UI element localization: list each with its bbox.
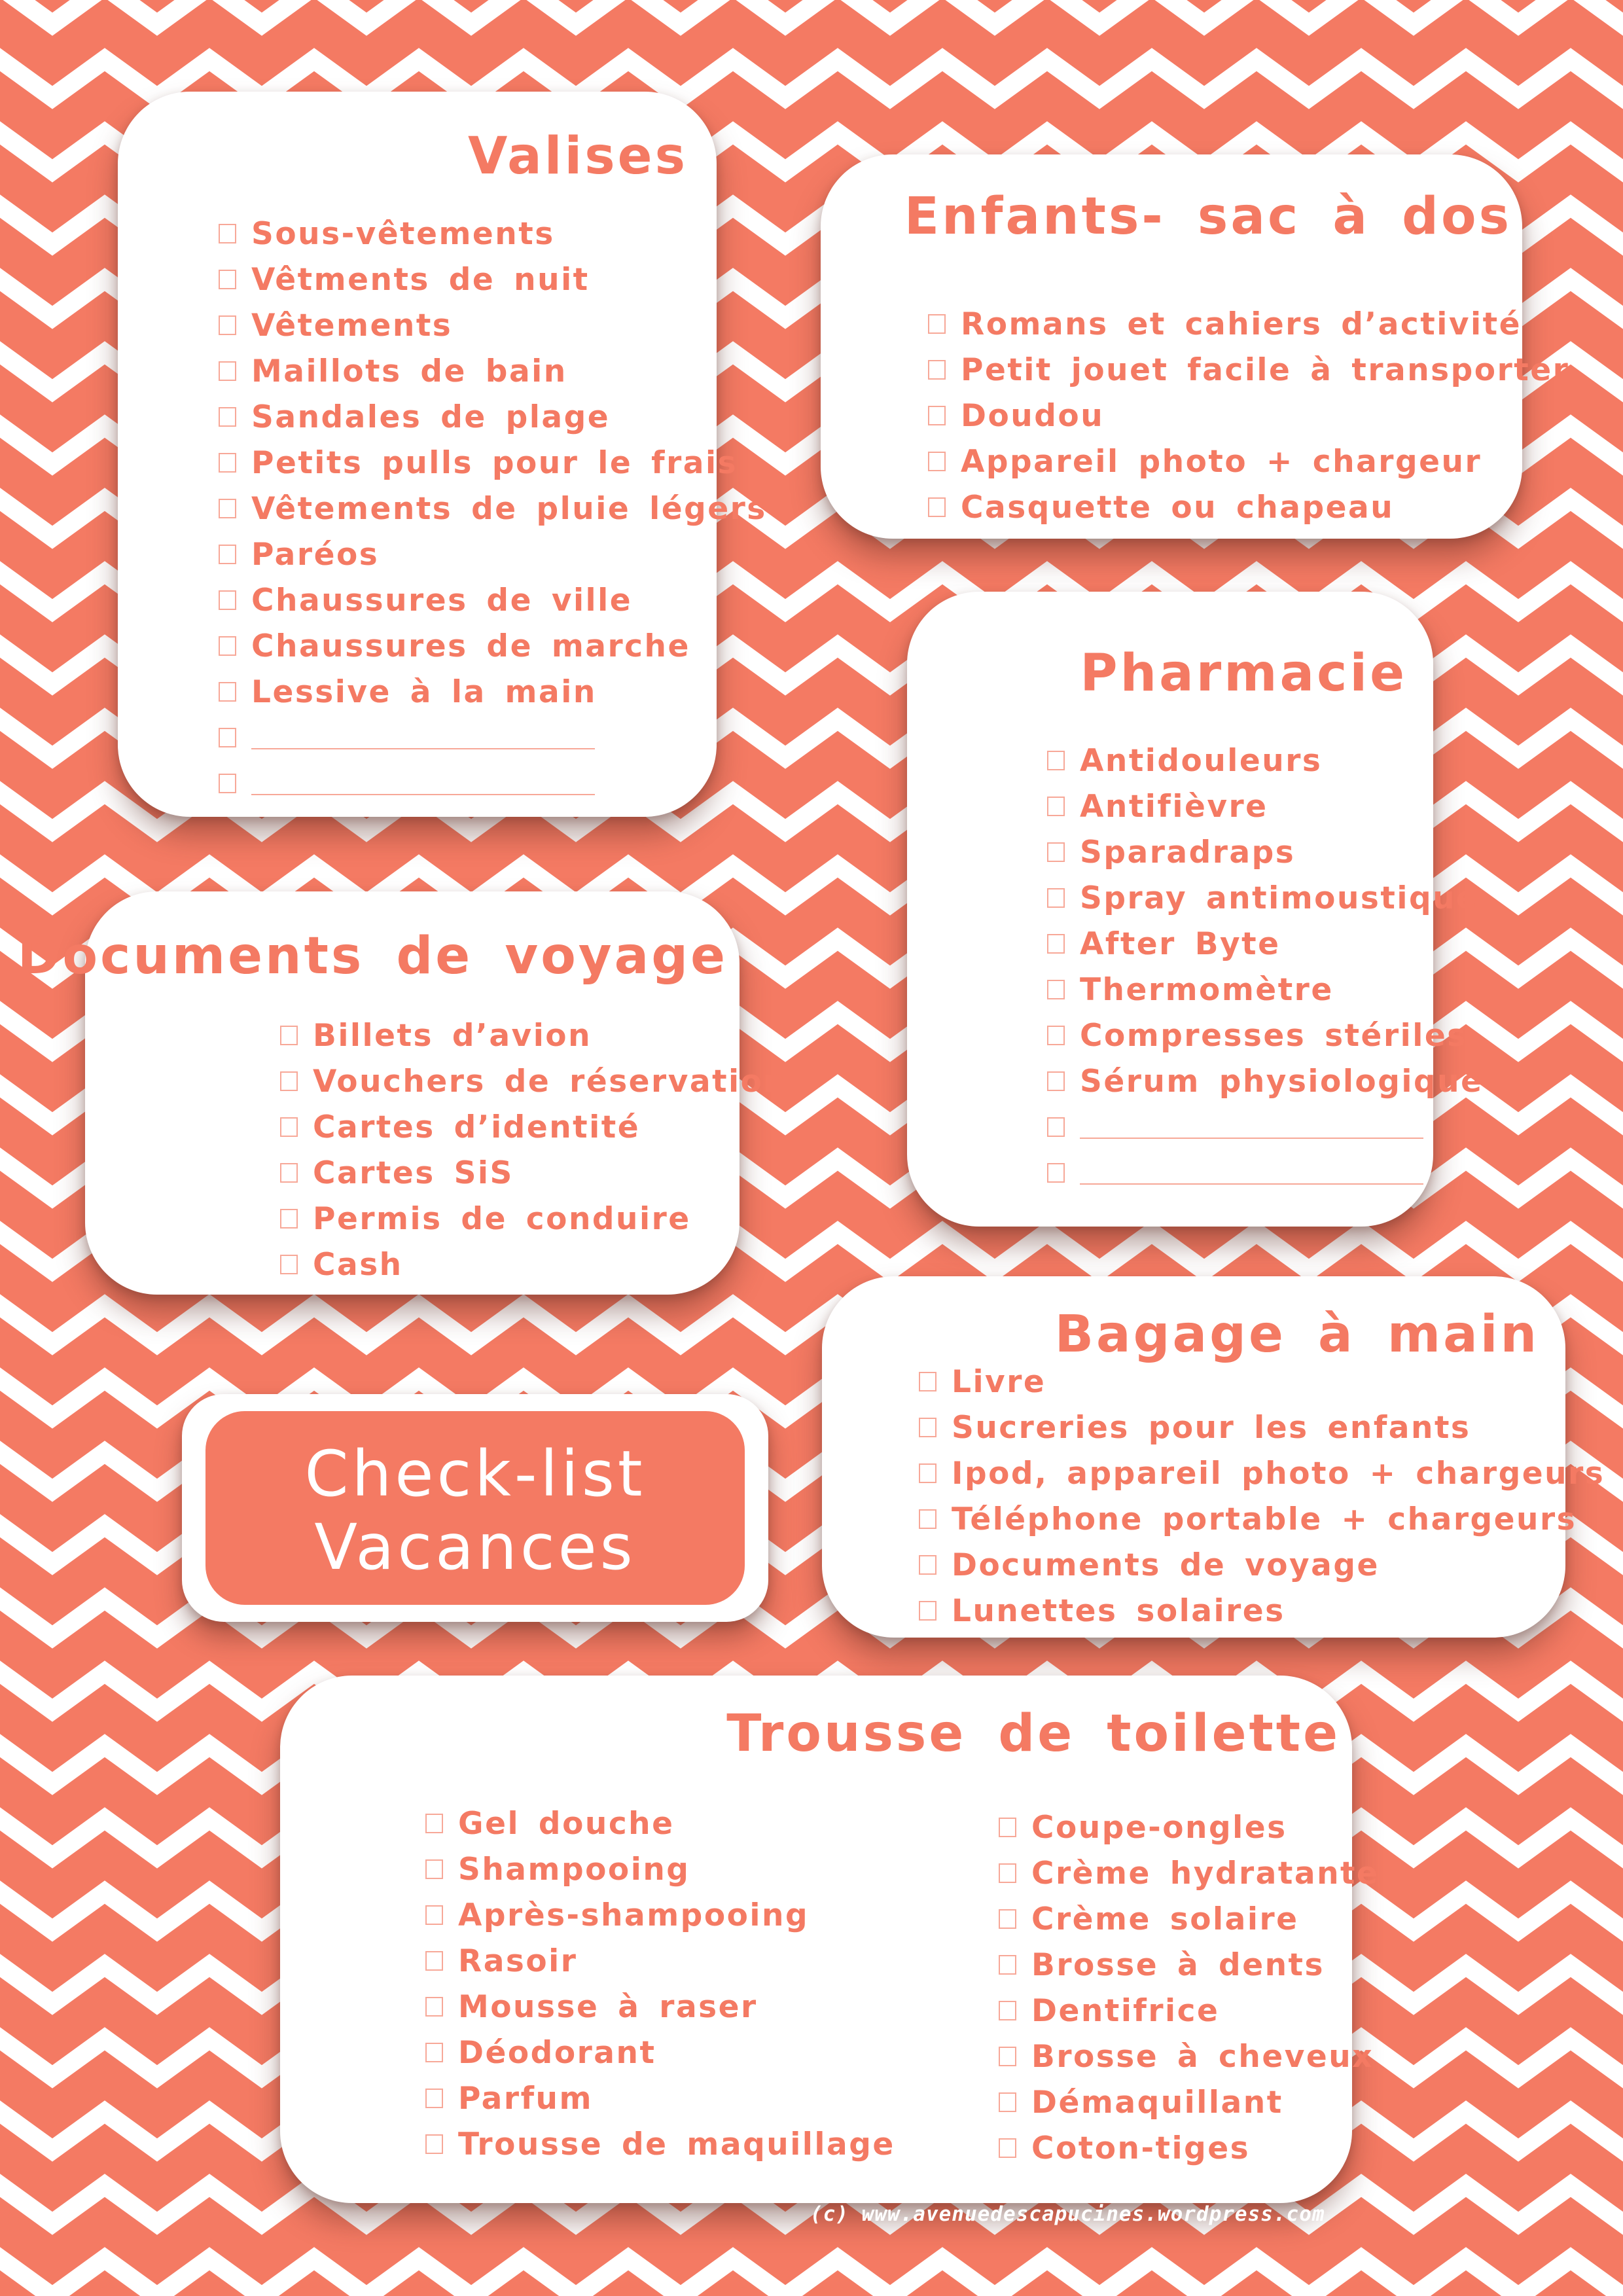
checklist-item[interactable] [919, 1405, 1605, 1450]
checklist-item[interactable] [280, 1242, 787, 1287]
checklist-item[interactable] [280, 1058, 787, 1104]
checklist-item[interactable] [999, 1804, 1379, 1850]
toilette-right-list [999, 1804, 1379, 2171]
checkbox[interactable] [219, 315, 236, 335]
toilette-title: Trousse de toilette [726, 1704, 1340, 1763]
checklist-item[interactable] [425, 1801, 895, 1846]
enfants-title: Enfants- sac à dos [904, 187, 1512, 246]
checkbox[interactable] [1047, 1071, 1065, 1091]
checkbox[interactable] [1047, 888, 1065, 908]
checklist-item[interactable] [280, 1104, 787, 1150]
checklist-item-label: Ipod, appareil photo + chargeurs [952, 1455, 1605, 1492]
checklist-item-label: Compresses stériles [1080, 1017, 1467, 1054]
checkbox[interactable] [919, 1555, 936, 1575]
documents-card [17, 891, 787, 1295]
checklist-item-label: Permis de conduire [313, 1200, 691, 1237]
checkbox[interactable] [999, 1863, 1016, 1883]
checklist-item-label: Paréos [251, 536, 380, 573]
checklist-item[interactable] [425, 1984, 895, 2030]
checklist-item[interactable] [219, 486, 767, 531]
checkbox[interactable] [919, 1372, 936, 1391]
checklist-item[interactable] [219, 623, 767, 669]
checklist-title-badge [205, 1411, 745, 1605]
checklist-item-label: Brosse à dents [1031, 1946, 1325, 1983]
checklist-item-label: Appareil photo + chargeur [961, 443, 1482, 480]
toilette-left-list [425, 1801, 895, 2167]
pharmacie-title: Pharmacie [1080, 644, 1407, 703]
checklist-item[interactable] [999, 1988, 1379, 2034]
checkbox[interactable] [919, 1463, 936, 1483]
checkbox[interactable] [425, 2043, 443, 2062]
bagage-title: Bagage à main [1054, 1305, 1539, 1364]
checklist-item[interactable] [999, 2034, 1379, 2079]
checkbox[interactable] [1047, 842, 1065, 862]
checklist-item-label: Shampooing [458, 1851, 690, 1888]
checklist-item[interactable] [1047, 967, 1483, 1013]
checklist-item-label: Doudou [961, 397, 1105, 434]
checkbox[interactable] [219, 224, 236, 243]
checklist-item-label: Lessive à la main [251, 673, 597, 710]
checklist-item-label: Trousse de maquillage [458, 2126, 895, 2162]
checkbox[interactable] [219, 407, 236, 427]
enfants-list [928, 301, 1569, 530]
checklist-item[interactable] [1047, 1013, 1483, 1058]
checklist-item-label: Démaquillant [1031, 2084, 1283, 2121]
checklist-item[interactable] [280, 1150, 787, 1196]
checkbox[interactable] [999, 2001, 1016, 2020]
checkbox[interactable] [1047, 1026, 1065, 1045]
checklist-item-label: Spray antimoustique [1080, 880, 1479, 916]
checklist-item[interactable] [1047, 829, 1483, 875]
copyright-text: (c) www.avenuedescapucines.wordpress.com [810, 2202, 1325, 2226]
checklist-item[interactable] [919, 1588, 1605, 1634]
documents-list [280, 1013, 787, 1287]
checklist-item[interactable] [999, 1942, 1379, 1988]
checklist-item[interactable] [219, 394, 767, 440]
checkbox[interactable] [425, 1859, 443, 1879]
checklist-item-label: Casquette ou chapeau [961, 489, 1395, 526]
checklist-item[interactable] [999, 1896, 1379, 1942]
toilette-card [280, 1676, 1380, 2203]
checklist-item-label: Coupe-ongles [1031, 1809, 1287, 1846]
checkbox[interactable] [999, 2138, 1016, 2158]
checklist-item-label: Téléphone portable + chargeurs [952, 1501, 1577, 1537]
blank-checklist-item[interactable] [219, 715, 767, 761]
checkbox[interactable] [1047, 934, 1065, 954]
checkbox[interactable] [280, 1163, 298, 1183]
checklist-item[interactable] [425, 1892, 895, 1938]
checklist-item[interactable] [919, 1496, 1605, 1542]
checklist-item-label: Gel douche [458, 1805, 675, 1842]
checkbox[interactable] [280, 1071, 298, 1091]
checklist-item-label: Documents de voyage [952, 1547, 1380, 1583]
valises-title: Valises [468, 127, 688, 186]
checkbox[interactable] [425, 1905, 443, 1925]
checklist-title-line1: Check-list [304, 1437, 646, 1511]
bagage-list [919, 1359, 1605, 1634]
checklist-item[interactable] [999, 2079, 1379, 2125]
checklist-item-label: Billets d’avion [313, 1017, 592, 1054]
valises-card [118, 92, 767, 817]
checklist-item[interactable] [219, 577, 767, 623]
checklist-title-box [182, 1394, 768, 1622]
checkbox[interactable] [219, 361, 236, 381]
checkbox[interactable] [280, 1255, 298, 1274]
checkbox[interactable] [1047, 1163, 1065, 1183]
checkbox[interactable] [928, 314, 946, 334]
checklist-item[interactable] [425, 2075, 895, 2121]
checklist-item[interactable] [928, 301, 1569, 347]
write-in-line[interactable] [1080, 1138, 1423, 1139]
checklist-item[interactable] [919, 1542, 1605, 1588]
checklist-item[interactable] [219, 257, 767, 302]
checkbox[interactable] [219, 499, 236, 518]
checklist-item-label: Sucreries pour les enfants [952, 1409, 1471, 1446]
checklist-item-label: Lunettes solaires [952, 1592, 1285, 1629]
checkbox[interactable] [280, 1026, 298, 1045]
checklist-item-label: Vêtments de nuit [251, 261, 590, 298]
checkbox[interactable] [999, 2092, 1016, 2112]
checklist-item-label: Rasoir [458, 1943, 578, 1979]
checklist-item[interactable] [919, 1450, 1605, 1496]
checkbox[interactable] [919, 1601, 936, 1621]
checklist-item-label: Déodorant [458, 2034, 656, 2071]
checklist-item[interactable] [1047, 738, 1483, 783]
blank-checklist-item[interactable] [1047, 1150, 1483, 1196]
checklist-item-label: Cartes SiS [313, 1155, 514, 1191]
checklist-item-label: Romans et cahiers d’activité [961, 306, 1522, 342]
checkbox[interactable] [1047, 980, 1065, 999]
checklist-item-label: Sérum physiologique [1080, 1063, 1484, 1100]
checklist-item[interactable] [219, 348, 767, 394]
checklist-item[interactable] [928, 484, 1569, 530]
checklist-item-label: Brosse à cheveux [1031, 2038, 1374, 2075]
bagage-card [822, 1276, 1605, 1638]
checkbox[interactable] [219, 682, 236, 702]
checkbox[interactable] [219, 590, 236, 610]
checklist-item-label: Antifièvre [1080, 788, 1268, 825]
checklist-item[interactable] [1047, 921, 1483, 967]
checklist-item-label: Cash [313, 1246, 403, 1283]
checkbox[interactable] [280, 1117, 298, 1137]
checklist-item-label: Parfum [458, 2080, 593, 2117]
checkbox[interactable] [999, 2047, 1016, 2066]
checkbox[interactable] [425, 1814, 443, 1833]
checklist-item-label: After Byte [1080, 925, 1281, 962]
checkbox[interactable] [999, 1818, 1016, 1837]
blank-checklist-item[interactable] [1047, 1104, 1483, 1150]
checkbox[interactable] [1047, 1117, 1065, 1137]
checklist-item-label: Livre [952, 1363, 1046, 1400]
checkbox[interactable] [219, 728, 236, 747]
checkbox[interactable] [999, 1955, 1016, 1975]
blank-checklist-item[interactable] [219, 761, 767, 806]
checkbox[interactable] [928, 360, 946, 380]
checkbox[interactable] [1047, 751, 1065, 770]
checkbox[interactable] [928, 452, 946, 471]
checkbox[interactable] [919, 1418, 936, 1437]
checklist-item[interactable] [928, 347, 1569, 393]
checklist-item[interactable] [219, 211, 767, 257]
checklist-item[interactable] [425, 2121, 895, 2167]
checklist-item-label: Chaussures de marche [251, 628, 690, 664]
checkbox[interactable] [999, 1909, 1016, 1929]
checklist-item[interactable] [928, 393, 1569, 439]
checkbox[interactable] [219, 453, 236, 473]
checklist-item[interactable] [425, 2030, 895, 2075]
checkbox[interactable] [425, 1997, 443, 2017]
checklist-item-label: Dentifrice [1031, 1992, 1220, 2029]
pharmacie-list [1047, 738, 1483, 1196]
checklist-item[interactable] [1047, 1058, 1483, 1104]
enfants-card [821, 154, 1570, 539]
checkbox[interactable] [425, 1951, 443, 1971]
checklist-item[interactable] [999, 2125, 1379, 2171]
checklist-item-label: Sandales de plage [251, 399, 611, 435]
checkbox[interactable] [219, 636, 236, 656]
checklist-item-label: Coton-tiges [1031, 2130, 1251, 2166]
checklist-item[interactable] [1047, 875, 1483, 921]
checklist-item-label: Vêtements [251, 307, 453, 344]
checklist-item[interactable] [425, 1938, 895, 1984]
checklist-item-label: Crème solaire [1031, 1901, 1299, 1937]
write-in-line[interactable] [251, 748, 595, 749]
checklist-item-label: Maillots de bain [251, 353, 567, 389]
checklist-item-label: Mousse à raser [458, 1988, 758, 2025]
checkbox[interactable] [425, 2089, 443, 2108]
checklist-item-label: Thermomètre [1080, 971, 1334, 1008]
checkbox[interactable] [219, 774, 236, 793]
checklist-item-label: Après-shampooing [458, 1897, 810, 1933]
checklist-item-label: Sparadraps [1080, 834, 1296, 870]
checklist-item[interactable] [219, 531, 767, 577]
checkbox[interactable] [280, 1209, 298, 1229]
checkbox[interactable] [928, 497, 946, 517]
valises-list [219, 211, 767, 806]
checklist-title-line2: Vacances [314, 1511, 636, 1584]
checklist-item[interactable] [919, 1359, 1605, 1405]
checklist-item-label: Petits pulls pour le frais [251, 444, 738, 481]
write-in-line[interactable] [1080, 1183, 1423, 1185]
pharmacie-card [907, 592, 1484, 1227]
checklist-item-label: Petit jouet facile à transporter [961, 351, 1570, 388]
checklist-item[interactable] [1047, 783, 1483, 829]
documents-title: Documents de voyage [17, 927, 728, 986]
checklist-item-label: Vêtements de pluie légers [251, 490, 767, 527]
checklist-item-label: Cartes d’identité [313, 1109, 641, 1145]
checkbox[interactable] [1047, 797, 1065, 816]
checklist-item[interactable] [219, 440, 767, 486]
checklist-item[interactable] [999, 1850, 1379, 1896]
checklist-item[interactable] [219, 669, 767, 715]
checkbox[interactable] [219, 545, 236, 564]
checklist-item[interactable] [219, 302, 767, 348]
checklist-item[interactable] [425, 1846, 895, 1892]
checkbox[interactable] [928, 406, 946, 425]
checklist-item-label: Antidouleurs [1080, 742, 1323, 779]
checklist-item[interactable] [280, 1013, 787, 1058]
checklist-item[interactable] [928, 439, 1569, 484]
write-in-line[interactable] [251, 794, 595, 795]
checklist-item-label: Sous-vêtements [251, 215, 555, 252]
checklist-item-label: Crème hydratante [1031, 1855, 1380, 1892]
checkbox[interactable] [919, 1509, 936, 1529]
checklist-item-label: Chaussures de ville [251, 582, 633, 619]
checkbox[interactable] [425, 2134, 443, 2154]
checklist-item-label: Vouchers de réservation [313, 1063, 787, 1100]
checklist-item[interactable] [280, 1196, 787, 1242]
checkbox[interactable] [219, 270, 236, 289]
